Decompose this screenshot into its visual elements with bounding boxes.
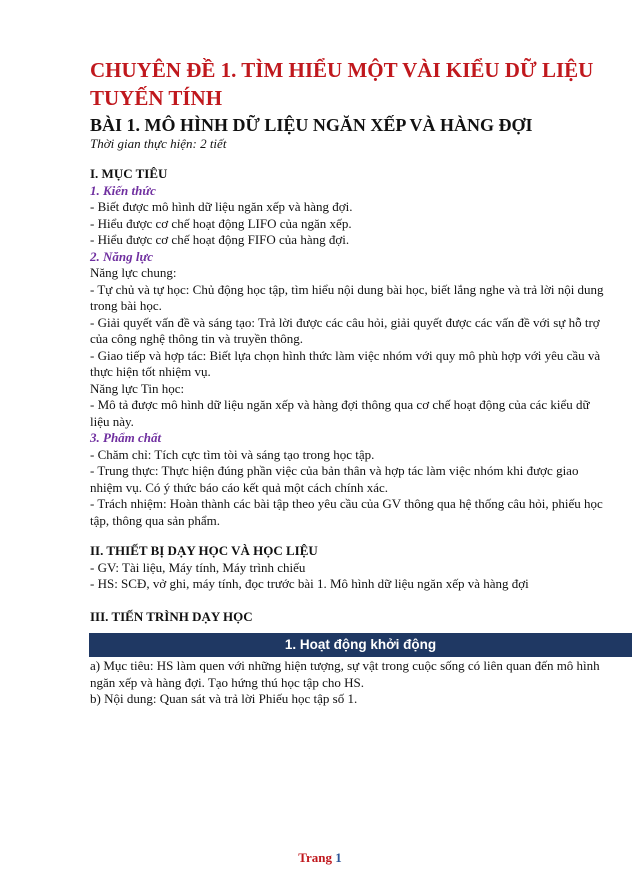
list-item: - Hiểu được cơ chế hoạt động FIFO của hàng đợi. — [90, 232, 350, 247]
list-item: - GV: Tài liệu, Máy tính, Máy trình chiếu — [90, 559, 306, 575]
chapter-title: CHUYÊN ĐỀ 1. TÌM HIỂU MỘT VÀI KIỂU DỮ LIỆU TUYẾN TÍNH — [90, 58, 594, 110]
list-item: - Trách nhiệm: Hoàn thành các bài tập theo yêu cầu của GV thông qua hệ thống câu hỏi, phiếu học tập, thông qua sản phẩm. — [90, 496, 603, 528]
activity-content — [90, 658, 610, 708]
subheading-qualities: 3. Phẩm chất — [90, 430, 162, 445]
page-number: 1 — [335, 850, 342, 865]
list-item: - Trung thực: Thực hiện đúng phần việc của bản thân và hợp tác làm việc nhóm khi được giao nhiệm vụ. Có ý thức báo cáo kết quả một cách chính xác. — [90, 463, 579, 495]
general-competency-label: Năng lực chung: — [90, 265, 177, 280]
list-item: - Mô tả được mô hình dữ liệu ngăn xếp và hàng đợi thông qua cơ chế hoạt động của các kiểu dữ liệu này. — [90, 397, 590, 429]
section-heading-equipment: II. THIẾT BỊ DẠY HỌC VÀ HỌC LIỆU — [90, 543, 318, 558]
subheading-competency: 2. Năng lực — [90, 248, 154, 264]
list-item: - Giao tiếp và hợp tác: Biết lựa chọn hình thức làm việc nhóm với quy mô phù hợp với yêu cầu và thực hiện tốt nhiệm vụ. — [90, 347, 601, 379]
section-heading-process: III. TIẾN TRÌNH DẠY HỌC — [90, 608, 253, 624]
list-item: a) Mục tiêu: HS làm quen với những hiện tượng, sự vật trong cuộc sống có liên quan đến mô hình ngăn xếp và hàng đợi. Tạo hứng thú học tập cho HS. — [90, 658, 600, 690]
list-item: - HS: SCĐ, vở ghi, máy tính, đọc trước bài 1. Mô hình dữ liệu ngăn xếp và hàng đợi — [90, 576, 529, 591]
list-item: - Chăm chỉ: Tích cực tìm tòi và sáng tạo trong học tập. — [90, 446, 375, 462]
it-competency-label: Năng lực Tin học: — [90, 380, 185, 396]
duration-text: Thời gian thực hiện: 2 tiết — [90, 136, 227, 151]
subheading-knowledge: 1. Kiến thức — [90, 182, 156, 198]
section-heading-objectives: I. MỤC TIÊU — [90, 166, 168, 181]
list-item: b) Nội dung: Quan sát và trả lời Phiếu học tập số 1. — [90, 691, 358, 706]
lesson-title: BÀI 1. MÔ HÌNH DỮ LIỆU NGĂN XẾP VÀ HÀNG ĐỢI — [90, 115, 533, 135]
list-item: - Tự chủ và tự học: Chủ động học tập, tìm hiểu nội dung bài học, biết lắng nghe và trả lời nội dung trong bài học. — [90, 281, 604, 313]
activity-banner: 1. Hoạt động khởi động — [89, 633, 632, 657]
list-item: - Giải quyết vấn đề và sáng tạo: Trả lời được các câu hỏi, giải quyết được các vấn đề với sự hỗ trợ của công nghệ thông tin và truyền thông. — [90, 314, 600, 346]
list-item: - Hiểu được cơ chế hoạt động LIFO của ngăn xếp. — [90, 215, 352, 231]
page-footer — [0, 850, 640, 866]
objectives-section — [90, 166, 610, 625]
list-item: - Biết được mô hình dữ liệu ngăn xếp và hàng đợi. — [90, 199, 353, 214]
page-label: Trang — [298, 850, 332, 865]
